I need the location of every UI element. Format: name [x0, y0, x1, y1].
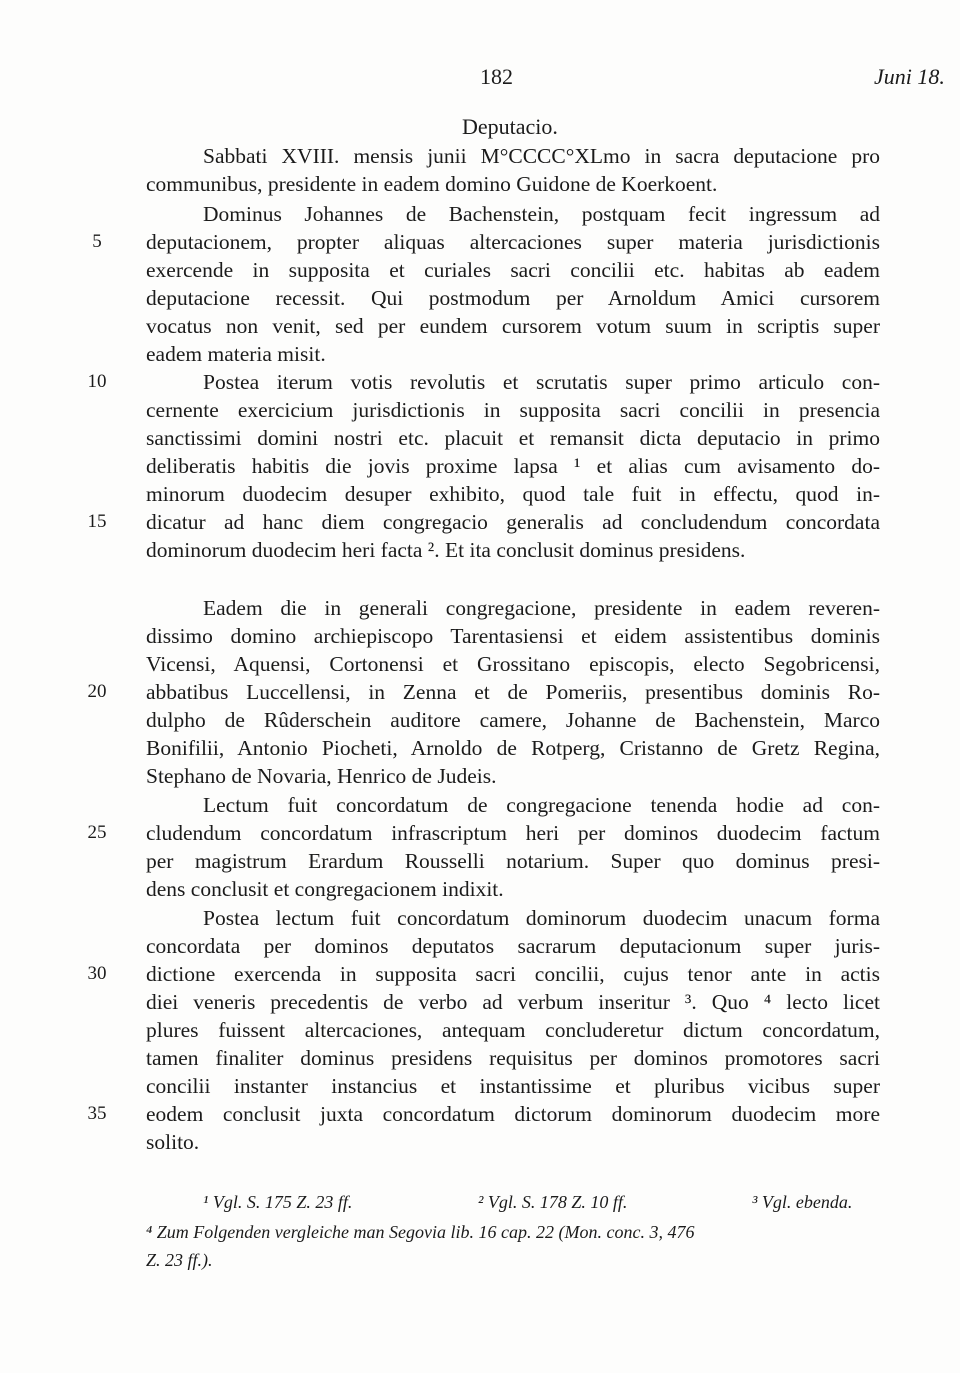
text-line: plures fuissent altercaciones, antequam concluderetur dictum concordatum, [146, 1018, 880, 1042]
text-line: Sabbati XVIII. mensis junii M°CCCC°XLmo in sacra deputacione pro [203, 144, 880, 168]
text-line: Lectum fuit concordatum de congregacione tenenda hodie ad con- [203, 793, 880, 817]
text-line: dens conclusit et congregacionem indixit. [146, 877, 504, 901]
text-line: Postea lectum fuit concordatum dominorum duodecim unacum forma [203, 906, 880, 930]
footnote-4-continued: Z. 23 ff.). [146, 1250, 213, 1270]
running-header-date: Juni 18. [874, 64, 945, 89]
text-line: per magistrum Erardum Rousselli notarium. Super quo dominus presi- [146, 849, 880, 873]
text-line: Dominus Johannes de Bachenstein, postquam fecit ingressum ad [203, 202, 880, 226]
text-line: deliberatis habitis die jovis proxime lapsa ¹ et alias cum avisamento do- [146, 454, 880, 478]
section-heading: Deputacio. [462, 114, 558, 139]
text-line: dissimo domino archiepiscopo Tarentasiensi et eidem assistentibus dominis [146, 624, 880, 648]
line-number: 30 [87, 963, 107, 984]
text-line: exercende in supposita et curiales sacri concilii etc. habitas ab eadem [146, 258, 880, 282]
text-line: diei veneris precedentis de verbo ad verbum inseritur ³. Quo ⁴ lecto licet [146, 990, 880, 1014]
text-line: eadem materia misit. [146, 342, 326, 366]
text-line: Bonifilii, Antonio Piocheti, Arnoldo de Rotperg, Cristanno de Gretz Regina, [146, 736, 880, 760]
line-number: 10 [87, 371, 107, 392]
text-line: concilii instanter instancius et instantissime et pluribus vicibus super [146, 1074, 880, 1098]
text-line: abbatibus Luccellensi, in Zenna et de Pomeriis, presentibus dominis Ro- [146, 680, 880, 704]
text-line: sanctissimi domini nostri etc. placuit et remansit dicta deputacio in primo [146, 426, 880, 450]
text-line: dictione exercenda in supposita sacri concilii, cujus tenor ante in actis [146, 962, 880, 986]
text-line: dominorum duodecim heri facta ². Et ita conclusit dominus presidens. [146, 538, 746, 562]
text-line: Eadem die in generali congregacione, presidente in eadem reveren- [203, 596, 880, 620]
line-number: 35 [87, 1103, 107, 1124]
text-line: tamen finaliter dominus presidens requisitus per dominos promotores sacri [146, 1046, 880, 1070]
text-line: eodem conclusit juxta concordatum dictorum dominorum duodecim more [146, 1102, 880, 1126]
text-line: cernente exercicium jurisdictionis in supposita sacri concilii in presencia [146, 398, 880, 422]
text-line: concordata per dominos deputatos sacrarum deputacionum super juris- [146, 934, 880, 958]
text-line: deputacione recessit. Qui postmodum per Arnoldum Amici cursorem [146, 286, 880, 310]
text-line: Postea iterum votis revolutis et scrutatis super primo articulo con- [203, 370, 880, 394]
line-number: 25 [87, 822, 107, 843]
footnote-1: ¹ Vgl. S. 175 Z. 23 ff. [203, 1192, 353, 1212]
text-line: dulpho de Rûderschein auditore camere, Johanne de Bachenstein, Marco [146, 708, 880, 732]
text-line: minorum duodecim desuper exhibito, quod tale fuit in effectu, quod in- [146, 482, 880, 506]
line-number: 15 [87, 511, 107, 532]
footnote-3: ³ Vgl. ebenda. [752, 1192, 853, 1212]
text-line: Stephano de Novaria, Henrico de Judeis. [146, 764, 497, 788]
line-number: 5 [92, 231, 102, 252]
page-number: 182 [480, 64, 513, 89]
text-line: deputacionem, propter aliquas altercaciones super materia jurisdictionis [146, 230, 880, 254]
text-line: vocatus non venit, sed per eundem cursorem votum suum in scriptis super [146, 314, 880, 338]
text-line: dicatur ad hanc diem congregacio generalis ad concludendum concordata [146, 510, 880, 534]
line-number: 20 [87, 681, 107, 702]
footnote-2: ² Vgl. S. 178 Z. 10 ff. [478, 1192, 628, 1212]
text-line: Vicensi, Aquensi, Cortonensi et Grossitano episcopis, electo Segobricensi, [146, 652, 880, 676]
text-line: cludendum concordatum infrascriptum heri per dominos duodecim factum [146, 821, 880, 845]
text-line: solito. [146, 1130, 200, 1154]
footnote-4: ⁴ Zum Folgenden vergleiche man Segovia lib. 16 cap. 22 (Mon. conc. 3, 476 [146, 1222, 695, 1242]
text-line: communibus, presidente in eadem domino Guidone de Koerkoent. [146, 172, 718, 196]
